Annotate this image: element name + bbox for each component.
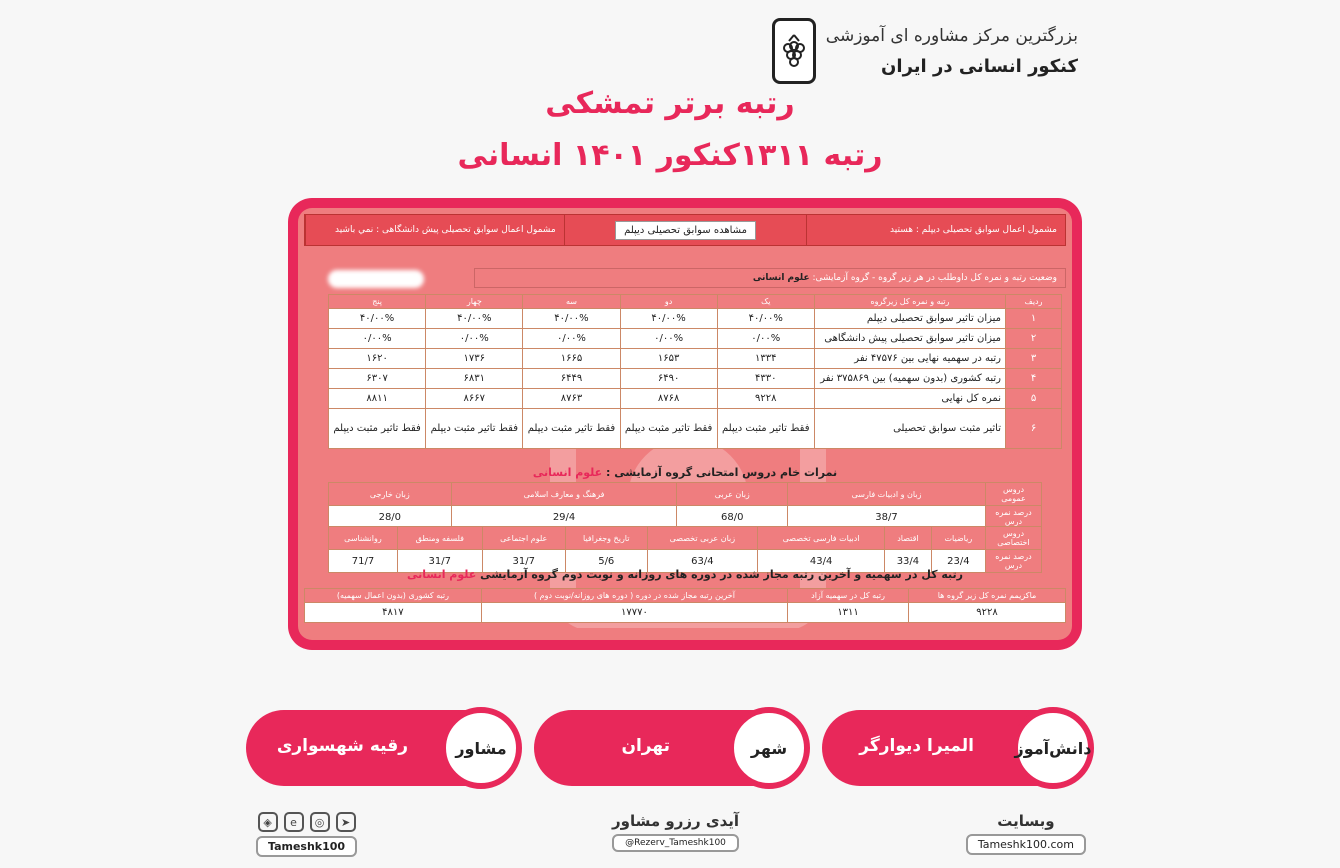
special-value: 31/7 — [397, 550, 482, 573]
table-cell: ۸۷۶۸ — [620, 389, 717, 409]
page-subtitle: رتبه ۱۳۱۱کنکور ۱۴۰۱ انسانی — [457, 138, 883, 173]
table-cell: ۰/۰۰% — [717, 329, 814, 349]
table-header: چهار — [426, 295, 523, 309]
telegram-icon[interactable]: ➤ — [336, 812, 356, 832]
table-row — [329, 389, 1062, 409]
reserve-label: آیدی رزرو مشاور — [612, 812, 740, 830]
special-pct-label: درصد نمره درس — [986, 550, 1042, 573]
table-header: ردیف — [1006, 295, 1062, 309]
rank-header: رتبه کشوری (بدون اعمال سهمیه) — [305, 589, 482, 603]
rank-header: ماکزیمم نمره کل زیر گروه ها — [909, 589, 1066, 603]
rank-value: ۱۷۷۷۰ — [481, 603, 787, 623]
row-index: ۵ — [1006, 389, 1062, 409]
status-group: علوم انسانی — [752, 273, 810, 283]
brand-header — [772, 18, 1078, 84]
social-handle[interactable]: Tameshk100 — [256, 836, 357, 857]
row-label: رتبه در سهمیه نهایی بین ۴۷۵۷۶ نفر — [814, 349, 1005, 369]
rank-header: رتبه کل در سهمیه آزاد — [788, 589, 909, 603]
table-cell: ۶۸۳۱ — [426, 369, 523, 389]
diploma-button-cell — [564, 215, 807, 245]
special-subject: تاریخ وجغرافیا — [565, 527, 647, 550]
table-header: دو — [620, 295, 717, 309]
diploma-status: مشمول اعمال سوابق تحصیلی دیپلم : هستید — [806, 215, 1065, 245]
general-row-label: دروس عمومی — [986, 483, 1042, 506]
table-cell: ۱۶۲۰ — [329, 349, 426, 369]
rank-title — [298, 568, 1072, 581]
raw-title-text: نمرات خام دروس امتحانی گروه آزمایشی : — [606, 466, 838, 479]
special-subject: روانشناسی — [329, 527, 398, 550]
website-block — [966, 812, 1086, 855]
general-subject: زبان عربی — [677, 483, 788, 506]
rank-title-text: رتبه کل در سهمیه و آخرین رتبه مجاز شده در دوره های روزانه و نوبت دوم گروه آزمایشی — [480, 568, 963, 581]
table-cell: ۴۳۳۰ — [717, 369, 814, 389]
table-cell: ۱۷۳۶ — [426, 349, 523, 369]
table-cell: ۸۷۶۳ — [523, 389, 620, 409]
table-row — [329, 409, 1062, 449]
general-subject: فرهنگ و معارف اسلامی — [451, 483, 677, 506]
special-subject: علوم اجتماعی — [482, 527, 565, 550]
special-subject: ریاضیات — [931, 527, 985, 550]
website-label: وبسایت — [997, 812, 1055, 830]
student-label: دانش‌آموز — [1012, 707, 1094, 789]
special-subject: فلسفه ومنطق — [397, 527, 482, 550]
table-cell: ۶۴۹۰ — [620, 369, 717, 389]
table-cell: ۰/۰۰% — [329, 329, 426, 349]
table-cell: ۰/۰۰% — [620, 329, 717, 349]
general-value: 38/7 — [788, 506, 986, 529]
special-scores-table — [328, 526, 1042, 573]
table-cell: فقط تاثیر مثبت دیپلم — [620, 409, 717, 449]
rank-value: ۹۲۲۸ — [909, 603, 1066, 623]
social-icons — [256, 812, 357, 832]
cube-icon[interactable]: ◈ — [258, 812, 278, 832]
general-pct-label: درصد نمره درس — [986, 506, 1042, 529]
table-cell: فقط تاثیر مثبت دیپلم — [329, 409, 426, 449]
table-cell: ۱۶۶۵ — [523, 349, 620, 369]
row-label: رتبه کشوری (بدون سهمیه) بین ۳۷۵۸۶۹ نفر — [814, 369, 1005, 389]
row-index: ۳ — [1006, 349, 1062, 369]
table-cell: ۴۰/۰۰% — [426, 309, 523, 329]
advisor-pill — [246, 710, 518, 786]
table-row — [329, 349, 1062, 369]
table-cell: فقط تاثیر مثبت دیپلم — [523, 409, 620, 449]
table-cell: فقط تاثیر مثبت دیپلم — [717, 409, 814, 449]
student-pill — [822, 710, 1090, 786]
brand-name: کنکور انسانی در ایران — [881, 55, 1078, 77]
reserve-id[interactable]: @Rezerv_Tameshk100 — [612, 834, 739, 852]
eitaa-icon[interactable]: e — [284, 812, 304, 832]
row-index: ۱ — [1006, 309, 1062, 329]
special-value: 71/7 — [329, 550, 398, 573]
special-value: 23/4 — [931, 550, 985, 573]
row-index: ۲ — [1006, 329, 1062, 349]
student-name: المیرا دیوارگر — [859, 736, 974, 756]
raw-scores-title — [298, 466, 1072, 479]
table-header: سه — [523, 295, 620, 309]
special-subject: اقتصاد — [885, 527, 932, 550]
brand-text — [826, 26, 1078, 77]
brand-tagline: بزرگترین مرکز مشاوره ای آموزشی — [825, 25, 1078, 46]
special-subject: زبان عربی تخصصی — [647, 527, 757, 550]
table-header: رتبه و نمره کل زیرگروه — [814, 295, 1005, 309]
table-cell: ۰/۰۰% — [426, 329, 523, 349]
table-cell: ۸۸۱۱ — [329, 389, 426, 409]
table-row — [329, 369, 1062, 389]
row-label: میزان تاثیر سوابق تحصیلی پیش دانشگاهی — [814, 329, 1005, 349]
row-index: ۶ — [1006, 409, 1062, 449]
row-index: ۴ — [1006, 369, 1062, 389]
table-cell: ۱۳۳۴ — [717, 349, 814, 369]
table-cell: ۹۲۲۸ — [717, 389, 814, 409]
advisor-label: مشاور — [440, 707, 522, 789]
subgroup-table — [328, 294, 1062, 449]
special-value: 31/7 — [482, 550, 565, 573]
table-header: پنج — [329, 295, 426, 309]
special-value: 63/4 — [647, 550, 757, 573]
general-value: 28/0 — [329, 506, 452, 529]
raw-title-group: علوم انسانی — [532, 466, 603, 479]
general-scores-table — [328, 482, 1042, 529]
raspberry-logo-icon — [772, 18, 816, 84]
special-subject: ادبیات فارسی تخصصی — [758, 527, 885, 550]
table-cell: ۴۰/۰۰% — [620, 309, 717, 329]
general-value: 29/4 — [451, 506, 677, 529]
table-cell: ۴۰/۰۰% — [329, 309, 426, 329]
table-cell: ۶۳۰۷ — [329, 369, 426, 389]
table-cell: ۰/۰۰% — [523, 329, 620, 349]
redaction-blur — [328, 270, 424, 288]
row-label: نمره کل نهایی — [814, 389, 1005, 409]
rank-value: ۴۸۱۷ — [305, 603, 482, 623]
table-cell: ۴۰/۰۰% — [523, 309, 620, 329]
table-cell: ۸۶۶۷ — [426, 389, 523, 409]
special-value: 5/6 — [565, 550, 647, 573]
special-value: 43/4 — [758, 550, 885, 573]
table-row — [329, 329, 1062, 349]
page-title: رتبه برتر تمشکی — [545, 86, 795, 121]
city-name: تهران — [621, 736, 670, 756]
sheet-top-bar — [304, 214, 1066, 246]
status-text: وضعیت رتبه و نمره کل داوطلب در هر زیر گروه - گروه آزمایشی: — [812, 273, 1057, 283]
website-link[interactable]: Tameshk100.com — [966, 834, 1086, 855]
table-cell: فقط تاثیر مثبت دیپلم — [426, 409, 523, 449]
general-value: 68/0 — [677, 506, 788, 529]
table-header: یک — [717, 295, 814, 309]
city-label: شهر — [728, 707, 810, 789]
table-cell: ۴۰/۰۰% — [717, 309, 814, 329]
special-row-label: دروس اختصاصی — [986, 527, 1042, 550]
table-row — [329, 309, 1062, 329]
row-label: میزان تاثیر سوابق تحصیلی دیپلم — [814, 309, 1005, 329]
instagram-icon[interactable]: ◎ — [310, 812, 330, 832]
view-diploma-button[interactable]: مشاهده سوابق تحصیلی دیپلم — [615, 221, 756, 240]
advisor-name: رقیه شهسواری — [276, 736, 408, 756]
general-subject: زبان خارجی — [329, 483, 452, 506]
city-pill — [534, 710, 806, 786]
special-value: 33/4 — [885, 550, 932, 573]
preuniversity-status: مشمول اعمال سوابق تحصیلی پیش دانشگاهی : نمي باشيد — [305, 215, 564, 245]
general-subject: زبان و ادبیات فارسی — [788, 483, 986, 506]
status-row — [474, 268, 1066, 288]
rank-title-group: علوم انسانی — [406, 568, 477, 581]
table-cell: ۶۴۴۹ — [523, 369, 620, 389]
row-label: تاثیر مثبت سوابق تحصیلی — [814, 409, 1005, 449]
reserve-block — [612, 812, 739, 852]
report-card — [288, 198, 1082, 650]
report-sheet — [298, 208, 1072, 640]
rank-table — [304, 588, 1066, 623]
social-block — [256, 812, 357, 857]
rank-value: ۱۳۱۱ — [788, 603, 909, 623]
table-cell: ۱۶۵۳ — [620, 349, 717, 369]
rank-header: آخرین رتبه مجاز شده در دوره ( دوره های روزانه/نوبت دوم ) — [481, 589, 787, 603]
